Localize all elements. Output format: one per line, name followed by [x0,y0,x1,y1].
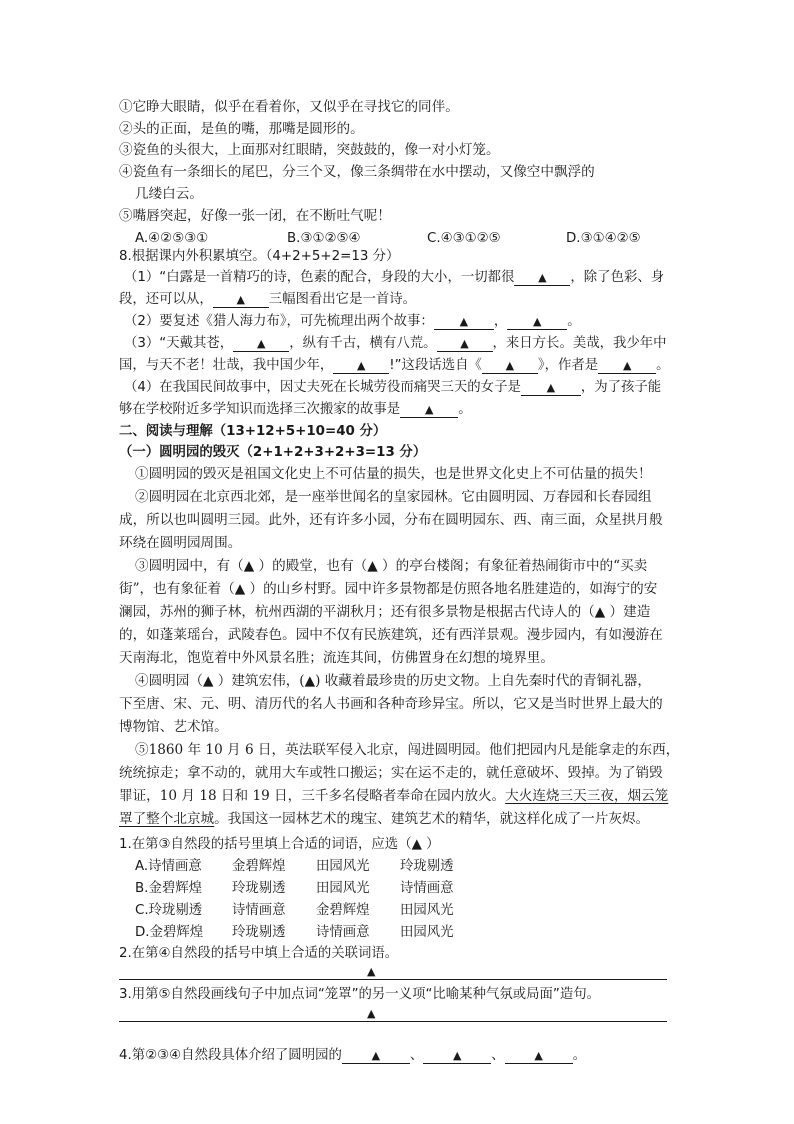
q4-sep-1: 、 [409,1048,424,1063]
blank-marker: ▲ [236,293,245,306]
question-1: 1.在第③自然段的括号里填上合适的词语，应选（▲ ） [119,837,440,852]
blank-marker: ▲ [459,315,469,328]
blank-marker: ▲ [505,359,515,372]
q8-part3-text-b: ，纵有千古，横有八荒。 [289,336,437,351]
q1-a-3: 田园风光 [316,859,370,874]
q4-blank-1[interactable] [342,1049,410,1064]
q8-part3-text-c: ，来日方长。美哉，我少年中 [492,336,667,351]
q7-option-b[interactable]: B.③①②⑤④ [287,231,361,246]
q8-part4-text-b: ，为了孩子能 [580,380,662,395]
blank-marker: ▲ [538,271,547,284]
blank-marker: ▲ [532,315,542,328]
passage-p5-text-end: 。我国这一园林艺术的瑰宝、建筑艺术的精华，就这样化成了一片灰烬。 [214,811,650,827]
q1-c-1: C.玲珑剔透 [135,903,203,918]
blank-marker: ▲ [453,1049,462,1062]
passage-p4-line3: 博物馆、艺术馆。 [119,719,228,735]
passage-p5-line4 [119,813,649,827]
q8-blank-4[interactable] [507,315,567,330]
question-4-text: 4.第②③④自然段具体介绍了圆明园的 [119,1048,342,1063]
q8-blank-10[interactable] [521,381,581,396]
underlined-sentence-cont: 罩了整个北京城 [119,811,215,827]
q8-blank-2[interactable] [213,293,269,308]
q1-a-4: 玲珑剔透 [400,859,454,874]
q8-part2-text: （2）要复述《猎人海力布》，可先梳理出两个故事： [124,314,434,329]
q1-b-4: 诗情画意 [400,881,454,896]
q7-sentence-4-cont: 几缕白云。 [135,186,203,202]
q8-part1-line2 [119,293,416,308]
passage-p2-line2: 成，所以也叫圆明三园。此外，还有许多小园，分布在圆明园东、西、南三面，众星拱月般 [119,512,663,528]
q8-part3-text-a: （3）“天戴其苍， [124,336,234,351]
q8-blank-5[interactable] [233,337,289,352]
q8-part4-line2 [119,403,472,418]
q4-blank-3[interactable] [505,1049,573,1064]
q8-part4-text-a: （4）在我国民间故事中，因丈夫死在长城劳役而痛哭三天的女子是 [124,380,521,395]
passage-p3-line3: 澜园，苏州的狮子林，杭州西湖的平湖秋月；还有很多景物是根据古代诗人的（▲ ）建造 [119,604,651,620]
passage-title: （一）圆明园的毁灭（2+1+2+3+2+3=13 分） [119,445,427,460]
q4-blank-2[interactable] [423,1049,491,1064]
q1-option-row-c[interactable] [135,904,454,917]
blank-marker: ▲ [371,1049,381,1062]
q7-sentence-1: ①它睁大眼睛，似乎在看着你，又似乎在寻找它的同伴。 [119,99,459,115]
q7-sentence-4: ④瓷鱼有一条细长的尾巴，分三个叉，像三条绸带在水中摆动，又像空中飘浮的 [119,164,595,180]
q1-a-2: 金碧辉煌 [232,859,286,874]
q1-a-1: A.诗情画意 [135,859,202,874]
passage-p3-line2: 街”，也有象征着（▲ ）的山乡村野。园中许多景物都是仿照各地名胜建造的，如海宁的安 [119,581,658,597]
q8-part3-text-d: 国，与天不老！壮哉，我中国少年， [119,358,334,373]
q8-part2-end: 。 [567,314,581,329]
q7-option-d[interactable]: D.③①④②⑤ [566,231,641,246]
q8-part2-line [124,315,581,330]
blank-marker: ▲ [534,1049,543,1062]
q7-sentence-5: ⑤嘴唇突起，好像一张一闭，在不断吐气呢！ [119,208,391,224]
question-4 [119,1049,586,1064]
q8-blank-9[interactable] [598,359,656,374]
q8-heading: 8.根据课内外积累填空。（4+2+5+2=13 分） [119,249,400,264]
passage-p4-line1: ④圆明园（▲ ）建筑宏伟，(▲) 收藏着最珍贵的历史文物。上自先秦时代的青铜礼器， [135,673,651,689]
q8-part1-text-b: ，除了色彩、身 [570,270,665,285]
q4-sep-2: 、 [491,1048,505,1063]
q8-part4-text-c: 够在学校附近多学知识而选择三次搬家的故事是 [119,402,401,417]
q8-part3-text-e: !”这段话选自《 [389,358,482,373]
passage-p3-line4: 的，如蓬莱瑶台，武陵春色。园中不仅有民族建筑，还有西洋景观。漫步园内，有如漫游在 [119,627,663,643]
q7-sentence-3: ③瓷鱼的头很大，上面那对红眼睛，突鼓鼓的，像一对小灯笼。 [119,142,500,158]
q8-part3-line1 [124,337,667,352]
q1-option-row-b[interactable] [135,882,454,895]
passage-p5-line1: ⑤1860 年 10 月 6 日，英法联军侵入北京，闯进圆明园。他们把园内凡是能拿走的东西， [135,742,680,758]
q1-b-2: 玲珑剔透 [232,881,286,896]
q1-option-row-d[interactable] [135,926,454,939]
passage-p4-line2: 下至唐、宋、元、明、清历代的名人书画和各种奇珍异宝。所以，它又是当时世界上最大的 [119,696,663,712]
q8-part3-line2 [119,359,670,374]
blank-marker: ▲ [460,337,469,350]
blank-marker: ▲ [546,381,556,394]
q2-answer-marker: ▲ [367,965,376,978]
passage-p5-line3 [119,790,668,804]
passage-p3-line1: ③圆明园中，有（▲ ）的殿堂，也有（▲ ）的亭台楼阁；有象征着热闹街市中的“买卖 [135,558,648,574]
q7-option-c[interactable]: C.④③①②⑤ [427,231,501,246]
q1-b-3: 田园风光 [316,881,370,896]
passage-p5-line2: 统统掠走；拿不动的，就用大车或牲口搬运；实在运不走的，就任意破坏、毁掉。为了销毁 [119,765,663,781]
blank-marker: ▲ [622,359,632,372]
blank-marker: ▲ [357,359,366,372]
q3-answer-line[interactable] [119,1021,667,1022]
question-2: 2.在第④自然段的括号中填上合适的关联词语。 [119,946,399,961]
q8-part4-line1 [124,381,661,396]
q7-option-a[interactable]: A.④②⑤③① [135,231,209,246]
q2-answer-line[interactable] [119,979,667,980]
q1-c-2: 诗情画意 [232,903,286,918]
q8-blank-1[interactable] [514,271,570,286]
q8-part3-text-g: 。 [656,358,670,373]
q1-d-3: 诗情画意 [316,925,370,940]
q8-part1-text: （1）“白露是一首精巧的诗，色素的配合，身段的大小，一切都很 [124,270,515,285]
passage-p5-text: 罪证，10 月 18 日和 19 日，三千多名侵略者奉命在园内放火。 [119,788,506,804]
passage-p2-line1: ②圆明园在北京西北郊，是一座举世闻名的皇家园林。它由圆明园、万春园和长春园组 [135,489,652,505]
q1-d-1: D.金碧辉煌 [135,925,204,940]
q4-end: 。 [572,1048,587,1063]
q8-blank-6[interactable] [437,337,493,352]
q1-d-4: 田园风光 [400,925,454,940]
passage-p2-line3: 环绕在圆明园周围。 [119,535,242,551]
blank-marker: ▲ [256,337,266,350]
q8-blank-7[interactable] [333,359,389,374]
passage-p3-line5: 天南海北，饱览着中外风景名胜；流连其间，仿佛置身在幻想的境界里。 [119,650,554,666]
section2-heading: 二、阅读与理解（13+12+5+10=40 分） [119,424,387,439]
q8-blank-3[interactable] [434,315,494,330]
q8-part4-text-d: 。 [458,402,472,417]
q8-blank-11[interactable] [400,403,458,418]
q8-part1-line1 [124,271,664,286]
q1-d-2: 玲珑剔透 [232,925,286,940]
blank-marker: ▲ [424,403,434,416]
passage-p1: ①圆明园的毁灭是祖国文化史上不可估量的损失，也是世界文化史上不可估量的损失！ [135,466,652,482]
q1-b-1: B.金碧辉煌 [135,881,203,896]
q8-part1-text-d: 三幅图看出它是一首诗。 [268,292,417,307]
underlined-sentence: 大火连烧三天三夜，烟云笼 [505,788,669,804]
q8-part1-text-c: 段，还可以从， [119,292,213,307]
q1-c-4: 田园风光 [400,903,454,918]
q1-option-row-a[interactable] [135,860,454,873]
q1-c-3: 金碧辉煌 [316,903,370,918]
q8-blank-8[interactable] [482,359,538,374]
q3-answer-marker: ▲ [367,1007,376,1020]
q7-sentence-2: ②头的正面，是鱼的嘴，那嘴是圆形的。 [119,121,364,137]
q8-part2-sep: ， [493,314,508,329]
q8-part3-text-f: 》，作者是 [537,358,599,373]
question-3: 3.用第⑤自然段画线句子中加点词“笼罩”的另一义项“比喻某种气氛或局面”造句。 [119,987,601,1002]
